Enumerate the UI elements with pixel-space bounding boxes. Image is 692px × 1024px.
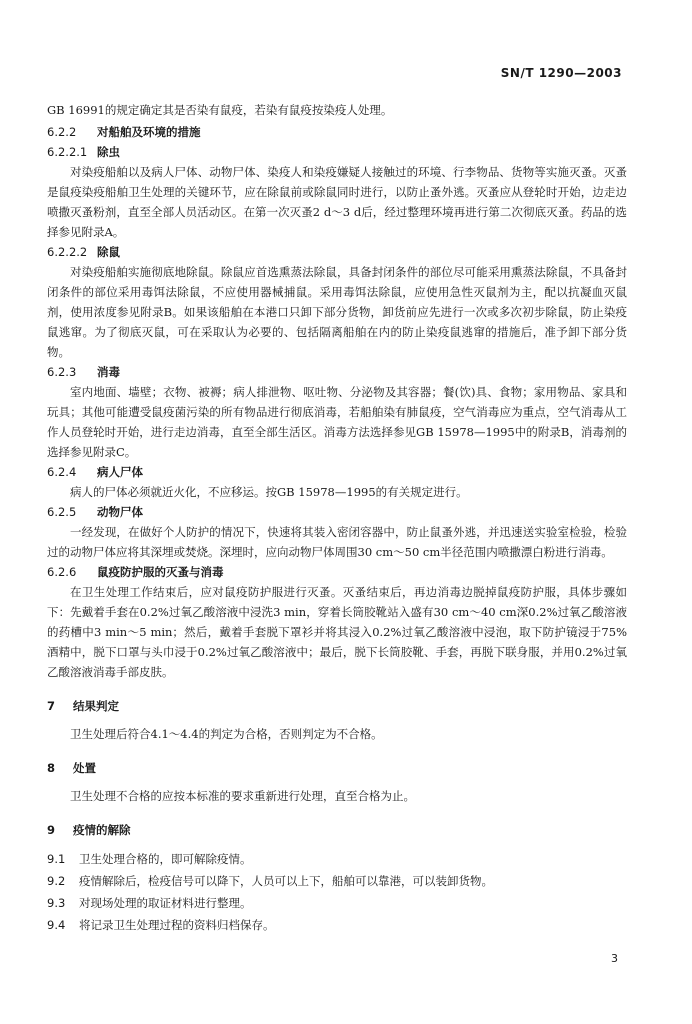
section-title: 除鼠 bbox=[97, 245, 120, 259]
item-text: 卫生处理合格的，即可解除疫情。 bbox=[79, 852, 252, 866]
section-6-2-3-heading bbox=[47, 362, 627, 382]
item-text: 将记录卫生处理过程的资料归档保存。 bbox=[79, 918, 275, 932]
chapter-7-heading bbox=[47, 696, 627, 716]
chapter-title: 疫情的解除 bbox=[73, 823, 131, 837]
section-6-2-2-2-text: 对染疫船舶实施彻底地除鼠。除鼠应首选熏蒸法除鼠，具备封闭条件的部位尽可能采用熏蒸法除鼠，不具备封闭条件的部位采用毒饵法除鼠，不应使用器械捕鼠。采用毒饵法除鼠，应使用急性灭鼠剂为主，配以抗凝血灭鼠剂，使用浓度参见附录B。如果该船舶在本港口只卸下部分货物，卸货前应先进行一次或多次初步除鼠，防止染疫鼠逃窜。为了彻底灭鼠，可在采取认为必要的、包括隔离船舶在内的防止染疫鼠逃窜的措施后，准予卸下部分货物。 bbox=[47, 265, 627, 359]
section-number: 6.2.2.1 bbox=[47, 145, 88, 159]
section-number: 6.2.6 bbox=[47, 565, 77, 579]
section-6-2-2-1-heading bbox=[47, 142, 627, 162]
chapter-number: 9 bbox=[47, 823, 56, 837]
chapter-number: 7 bbox=[47, 699, 56, 713]
section-number: 6.2.5 bbox=[47, 505, 77, 519]
section-6-2-2-heading bbox=[47, 122, 627, 142]
item-number: 9.4 bbox=[47, 918, 66, 932]
section-6-2-6-heading bbox=[47, 562, 627, 582]
page-number: 3 bbox=[611, 952, 618, 965]
section-title: 病人尸体 bbox=[97, 465, 143, 479]
section-6-2-6-text: 在卫生处理工作结束后，应对鼠疫防护服进行灭蚤。灭蚤结束后，再边消毒边脱掉鼠疫防护服，具体步骤如下：先戴着手套在0.2%过氧乙酸溶液中浸洗3 min，穿着长筒胶靴站入盛有30 cm～40 cm深0.2%过氧乙酸溶液的药槽中3 min～5 min；然后，戴着手套脱下罩衫并将其浸入0.2%过氧乙酸溶液中浸泡，取下防护镜浸于75%酒精中，脱下口罩与头巾浸于0.2%过氧乙酸溶液中；最后，脱下长筒胶靴、手套，再脱下联身服，并用0.2%过氧乙酸溶液消毒手部皮肤。 bbox=[47, 585, 627, 679]
item-number: 9.2 bbox=[47, 874, 66, 888]
section-title: 鼠疫防护服的灭蚤与消毒 bbox=[97, 565, 224, 579]
section-number: 6.2.2.2 bbox=[47, 245, 88, 259]
intro-paragraph: GB 16991的规定确定其是否染有鼠疫，若染有鼠疫按染疫人处理。 bbox=[47, 103, 393, 117]
section-number: 6.2.2 bbox=[47, 125, 77, 139]
section-title: 消毒 bbox=[97, 365, 120, 379]
chapter-9-heading bbox=[47, 820, 627, 840]
section-6-2-4-text: 病人的尸体必须就近火化，不应移运。按GB 15978—1995的有关规定进行。 bbox=[70, 485, 468, 499]
section-6-2-4-heading bbox=[47, 462, 627, 482]
chapter-8-text: 卫生处理不合格的应按本标准的要求重新进行处理，直至合格为止。 bbox=[70, 789, 415, 803]
section-title: 动物尸体 bbox=[97, 505, 143, 519]
section-number: 6.2.3 bbox=[47, 365, 77, 379]
section-title: 除虫 bbox=[97, 145, 120, 159]
item-number: 9.3 bbox=[47, 896, 66, 910]
chapter-7-text: 卫生处理后符合4.1～4.4的判定为合格，否则判定为不合格。 bbox=[70, 727, 383, 741]
standard-number: SN/T 1290—2003 bbox=[500, 66, 622, 80]
section-6-2-2-2-heading bbox=[47, 242, 627, 262]
section-6-2-3-text: 室内地面、墙壁；衣物、被褥；病人排泄物、呕吐物、分泌物及其容器；餐(饮)具、食物；家用物品、家具和玩具；其他可能遭受鼠疫菌污染的所有物品进行彻底消毒，若船舶染有肺鼠疫，空气消毒应为重点，空气消毒从工作人员登轮时开始，进行走边消毒，直至全部生活区。消毒方法选择参见GB 15978—1995中的附录B，消毒剂的选择参见附录C。 bbox=[47, 385, 627, 459]
section-6-2-2-1-text: 对染疫船舶以及病人尸体、动物尸体、染疫人和染疫嫌疑人接触过的环境、行李物品、货物等实施灭蚤。灭蚤是鼠疫染疫船舶卫生处理的关键环节，应在除鼠前或除鼠同时进行，以防止蚤外逃。灭蚤应从登轮时开始，边走边喷撒灭蚤粉剂，直至全部人员活动区。在第一次灭蚤2 d～3 d后，经过整理环境再进行第二次彻底灭蚤。药品的选择参见附录A。 bbox=[47, 165, 627, 239]
section-6-2-5-text: 一经发现，在做好个人防护的情况下，快速将其装入密闭容器中，防止鼠蚤外逃，并迅速送实验室检验，检验过的动物尸体应将其深埋或焚烧。深埋时，应向动物尸体周围30 cm～50 cm半径范围内喷撒漂白粉进行消毒。 bbox=[47, 525, 627, 559]
document-body bbox=[47, 100, 627, 936]
chapter-number: 8 bbox=[47, 761, 56, 775]
item-text: 对现场处理的取证材料进行整理。 bbox=[79, 896, 252, 910]
list-item bbox=[47, 892, 627, 914]
chapter-8-heading bbox=[47, 758, 627, 778]
chapter-title: 结果判定 bbox=[73, 699, 119, 713]
list-item bbox=[47, 848, 627, 870]
list-item bbox=[47, 870, 627, 892]
section-6-2-5-heading bbox=[47, 502, 627, 522]
section-number: 6.2.4 bbox=[47, 465, 77, 479]
chapter-title: 处置 bbox=[73, 761, 96, 775]
list-item bbox=[47, 914, 627, 936]
section-title: 对船舶及环境的措施 bbox=[97, 125, 201, 139]
item-text: 疫情解除后，检疫信号可以降下，人员可以上下，船舶可以靠港，可以装卸货物。 bbox=[79, 874, 493, 888]
item-number: 9.1 bbox=[47, 852, 66, 866]
